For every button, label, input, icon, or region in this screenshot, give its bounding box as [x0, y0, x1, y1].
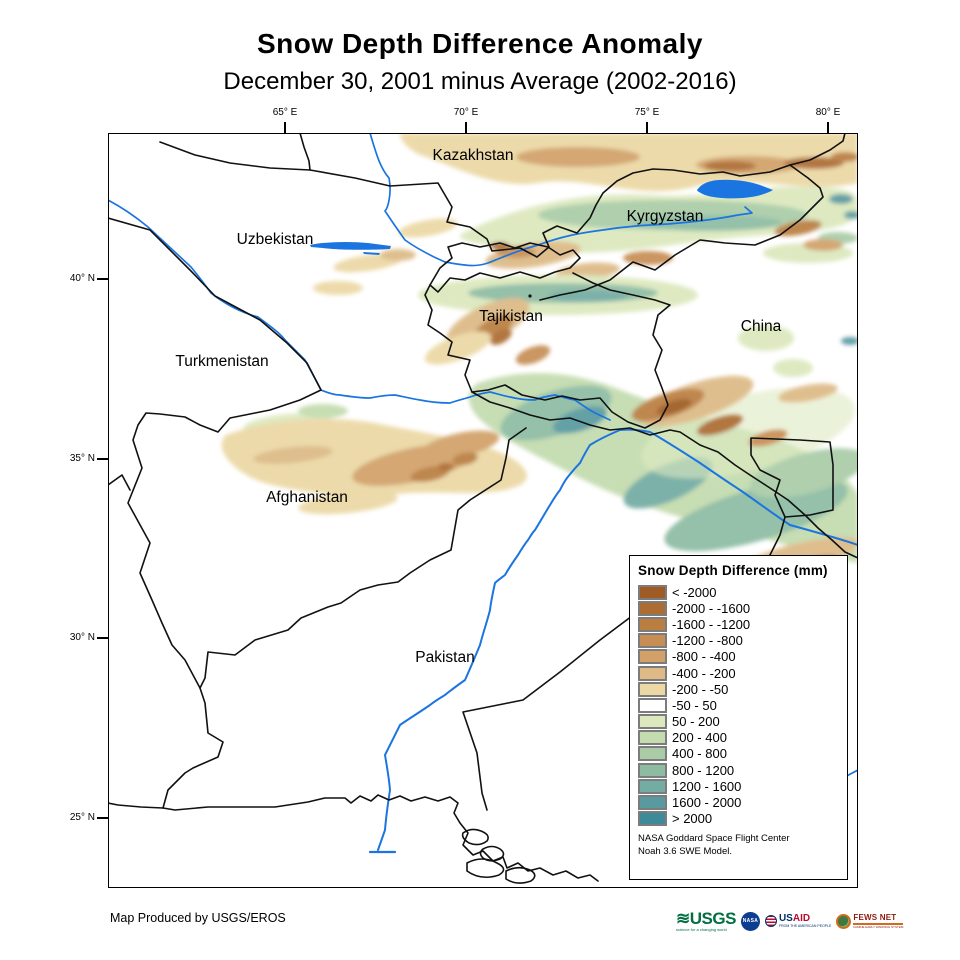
- fewsnet-wordmark: FEWS NET: [853, 912, 897, 922]
- longitude-tick: [827, 122, 829, 133]
- nasa-logo-icon: NASA: [741, 912, 760, 931]
- usgs-tagline: science for a changing world: [676, 927, 727, 932]
- legend-swatch: [638, 585, 667, 600]
- legend-swatch: [638, 730, 667, 745]
- legend-swatch: [638, 617, 667, 632]
- country-label-kazakhstan: Kazakhstan: [432, 147, 514, 164]
- legend-entry: [638, 649, 840, 665]
- legend-swatch: [638, 601, 667, 616]
- legend-swatch: [638, 811, 667, 826]
- usgs-wave-icon: ≋: [676, 909, 690, 928]
- page-subtitle: December 30, 2001 minus Average (2002-2016): [223, 68, 737, 95]
- legend-entry: [638, 633, 840, 649]
- legend-entry: [638, 697, 840, 713]
- latitude-tick-label: 25° N: [69, 811, 95, 823]
- country-label-tajikistan: Tajikistan: [479, 308, 543, 325]
- legend-swatch: [638, 795, 667, 810]
- legend-entry: [638, 600, 840, 616]
- legend-label: 1600 - 2000: [672, 795, 742, 811]
- legend-label: -400 - -200: [672, 665, 736, 681]
- latitude-tick: [97, 637, 108, 639]
- legend-swatch: [638, 666, 667, 681]
- legend-entry: [638, 778, 840, 794]
- longitude-tick-label: 70° E: [453, 107, 479, 118]
- longitude-tick-label: 65° E: [272, 107, 298, 118]
- latitude-tick-label: 30° N: [69, 631, 95, 643]
- map-legend: [629, 555, 848, 880]
- legend-entry: [638, 616, 840, 632]
- legend-label: < -2000: [672, 584, 717, 600]
- latitude-tick-label: 40° N: [69, 272, 95, 284]
- legend-label: 400 - 800: [672, 746, 727, 762]
- country-label-uzbekistan: Uzbekistan: [236, 231, 314, 248]
- legend-swatch: [638, 698, 667, 713]
- latitude-tick: [97, 817, 108, 819]
- country-label-kyrgyzstan: Kyrgyzstan: [626, 208, 704, 225]
- country-label-pakistan: Pakistan: [415, 649, 475, 666]
- legend-source: [638, 832, 840, 858]
- legend-entry: [638, 584, 840, 600]
- usgs-logo: ≋USGS science for a changing world: [676, 909, 736, 932]
- legend-label: -1200 - -800: [672, 633, 743, 649]
- legend-label: -50 - 50: [672, 697, 717, 713]
- legend-label: -2000 - -1600: [672, 600, 751, 616]
- legend-label: 800 - 1200: [672, 762, 735, 778]
- legend-label: -800 - -400: [672, 649, 736, 665]
- legend-label: > 2000: [672, 811, 713, 827]
- legend-swatch: [638, 779, 667, 794]
- map-container: [69, 107, 858, 888]
- legend-entry: [638, 730, 840, 746]
- country-label-turkmenistan: Turkmenistan: [175, 353, 269, 370]
- legend-label: 1200 - 1600: [672, 778, 742, 794]
- legend-entry: [638, 714, 840, 730]
- fewsnet-globe-icon: [836, 914, 851, 929]
- latitude-tick: [97, 278, 108, 280]
- legend-entry: [638, 746, 840, 762]
- longitude-tick-label: 75° E: [634, 107, 660, 118]
- credit-text: Map Produced by USGS/EROS: [110, 911, 286, 925]
- latitude-tick: [97, 458, 108, 460]
- legend-label: 200 - 400: [672, 730, 727, 746]
- legend-source-line-1: NASA Goddard Space Flight Center: [638, 832, 790, 844]
- usaid-logo: USAID FROM THE AMERICAN PEOPLE: [765, 914, 831, 929]
- legend-swatch: [638, 714, 667, 729]
- fewsnet-tagline: FAMINE EARLY WARNING SYSTEM: [853, 924, 904, 929]
- legend-entry: [638, 681, 840, 697]
- legend-title: Snow Depth Difference (mm): [638, 563, 828, 578]
- fewsnet-logo: [836, 914, 903, 929]
- legend-swatch: [638, 633, 667, 648]
- legend-rows: [638, 584, 840, 827]
- longitude-tick: [646, 122, 648, 133]
- page-title: Snow Depth Difference Anomaly: [257, 28, 703, 59]
- legend-entry: [638, 811, 840, 827]
- legend-swatch: [638, 649, 667, 664]
- usaid-tagline: FROM THE AMERICAN PEOPLE: [778, 923, 832, 928]
- country-label-afghanistan: Afghanistan: [266, 489, 348, 506]
- latitude-tick-label: 35° N: [69, 452, 95, 464]
- legend-label: -1600 - -1200: [672, 616, 751, 632]
- legend-swatch: [638, 746, 667, 761]
- legend-swatch: [638, 682, 667, 697]
- legend-swatch: [638, 763, 667, 778]
- partner-logos: [676, 905, 903, 937]
- usaid-seal-icon: [765, 915, 777, 927]
- header: [0, 0, 960, 96]
- legend-label: 50 - 200: [672, 714, 720, 730]
- legend-entry: [638, 794, 840, 810]
- longitude-tick-label: 80° E: [815, 107, 841, 118]
- longitude-tick: [284, 122, 286, 133]
- legend-entry: [638, 762, 840, 778]
- legend-label: -200 - -50: [672, 681, 729, 697]
- legend-entry: [638, 665, 840, 681]
- country-label-china: China: [740, 318, 782, 335]
- legend-source-line-2: Noah 3.6 SWE Model.: [638, 845, 732, 857]
- longitude-tick: [465, 122, 467, 133]
